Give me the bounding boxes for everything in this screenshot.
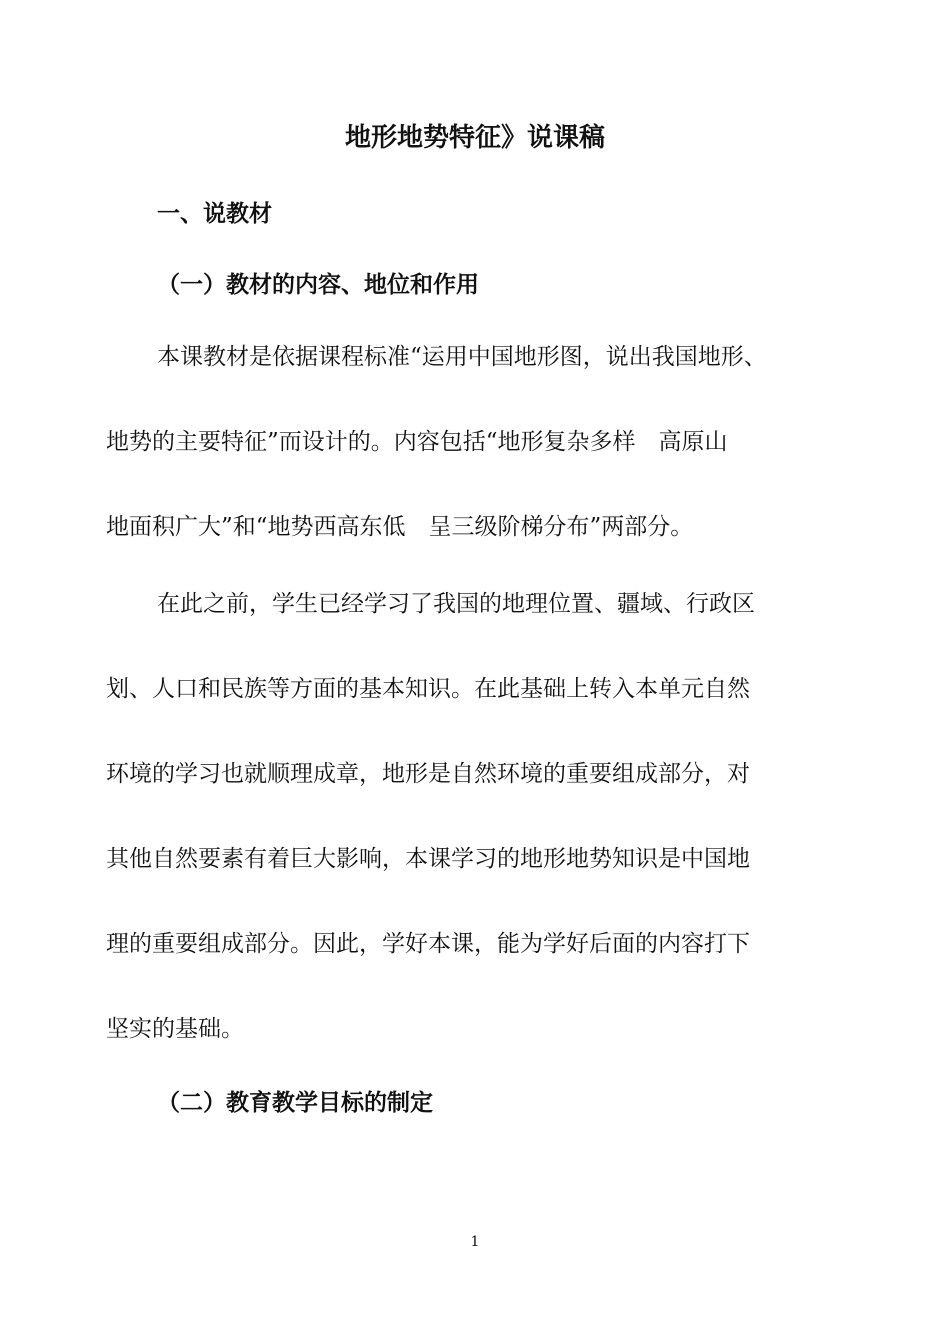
subsection-heading-teaching-goals: （二）教育教学目标的制定 [157, 1090, 433, 1116]
paragraph-line: 环境的学习也就顺理成章，地形是自然环境的重要组成部分，对 [106, 761, 750, 787]
paragraph-line: 坚实的基础。 [106, 1016, 244, 1042]
paragraph-line: 其他自然要素有着巨大影响，本课学习的地形地势知识是中国地 [106, 846, 750, 872]
paragraph-line: 地势的主要特征”而设计的。内容包括“地形复杂多样 高原山 [106, 429, 728, 455]
paragraph-line: 在此之前，学生已经学习了我国的地理位置、疆域、行政区 [157, 591, 755, 617]
section-heading-teaching-material: 一、说教材 [157, 201, 272, 227]
paragraph-line: 本课教材是依据课程标准“运用中国地形图，说出我国地形、 [157, 344, 767, 370]
page-number: 1 [470, 1234, 480, 1250]
subsection-heading-content-role: （一）教材的内容、地位和作用 [157, 272, 479, 298]
paragraph-line: 地面积广大”和“地势西高东低 呈三级阶梯分布”两部分。 [106, 514, 694, 540]
paragraph-line: 划、人口和民族等方面的基本知识。在此基础上转入本单元自然 [106, 676, 750, 702]
document-title: 地形地势特征》说课稿 [344, 123, 605, 153]
paragraph-line: 理的重要组成部分。因此，学好本课，能为学好后面的内容打下 [106, 931, 750, 957]
